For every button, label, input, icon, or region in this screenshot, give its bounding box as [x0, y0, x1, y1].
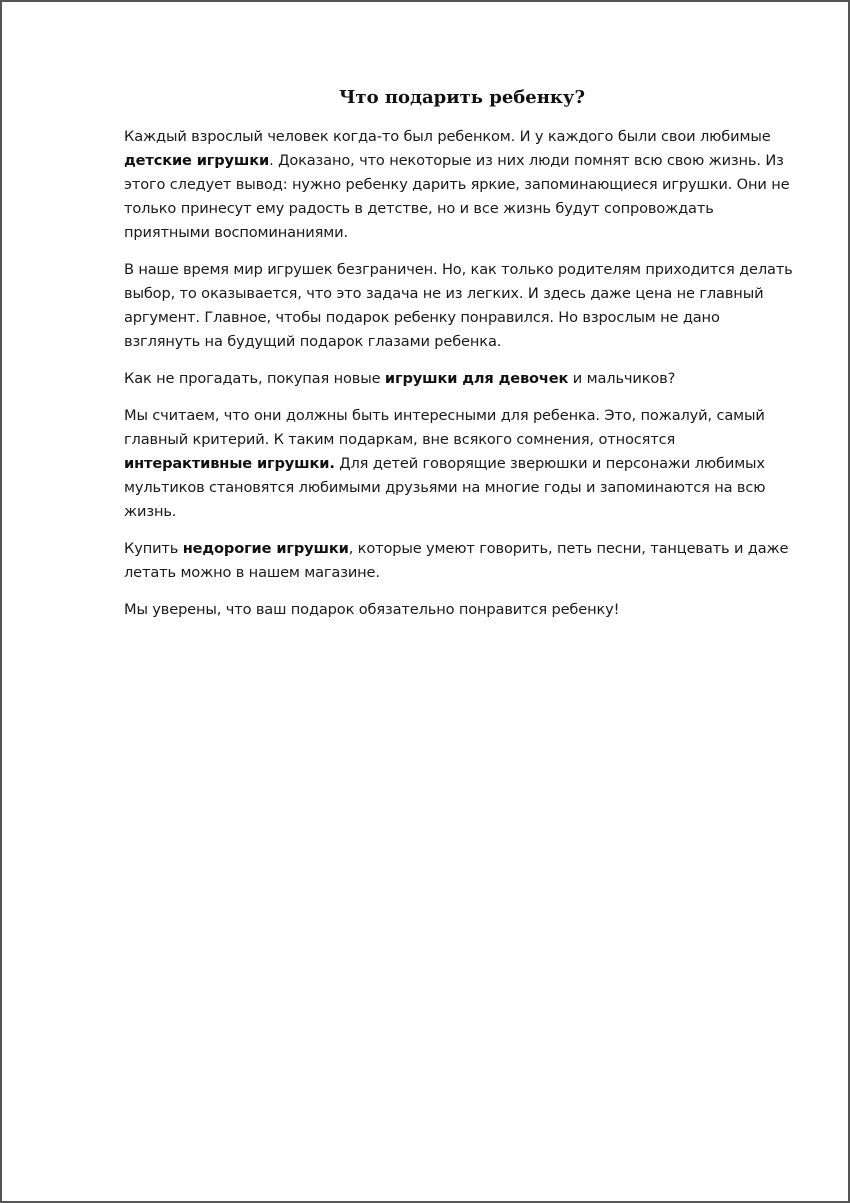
keyword-link-text: интерактивные игрушки. [124, 455, 335, 472]
text-segment: Мы считаем, что они должны быть интересными для ребенка. Это, пожалуй, самый главный критерий. К таким подаркам, вне всякого сомнения, относятся [124, 407, 765, 448]
paragraph [124, 125, 794, 245]
document-title: Что подарить ребенку? [338, 87, 585, 108]
text-segment: , которые умеют говорить, петь песни, танцевать и даже летать можно в нашем магазине. [124, 540, 789, 581]
paragraph [124, 258, 794, 354]
text-segment: Для детей говорящие зверюшки и персонажи любимых мультиков становятся любимыми друзьями на многие годы и запоминаются на всю жизнь. [124, 455, 766, 520]
text-segment: Мы уверены, что ваш подарок обязательно понравится ребенку! [124, 601, 620, 618]
text-segment: Как не прогадать, покупая новые [124, 370, 385, 387]
text-segment: . Доказано, что некоторые из них люди помнят всю свою жизнь. Из этого следует вывод: нужно ребенку дарить яркие, запоминающиеся игрушки. Они не только принесут ему радость в детстве, но и все жизнь будут сопровождать приятными воспоминаниями. [124, 152, 790, 241]
paragraph [124, 598, 794, 622]
keyword-link-text: недорогие игрушки [182, 540, 349, 557]
keyword-link-text: детские игрушки [124, 152, 270, 169]
document-body [124, 86, 794, 635]
text-segment: Купить [124, 540, 183, 557]
paragraph [124, 367, 794, 391]
text-segment: Каждый взрослый человек когда-то был ребенком. И у каждого были свои любимые [124, 128, 771, 145]
keyword-link-text: игрушки для девочек [384, 370, 569, 387]
text-segment: и мальчиков? [568, 370, 676, 387]
paragraph [124, 404, 794, 524]
text-segment: В наше время мир игрушек безграничен. Но, как только родителям приходится делать выбор, то оказывается, что это задача не из легких. И здесь даже цена не главный аргумент. Главное, чтобы подарок ребенку понравился. Но взрослым не дано взглянуть на будущий подарок глазами ребенка. [124, 261, 793, 350]
paragraph [124, 537, 794, 585]
